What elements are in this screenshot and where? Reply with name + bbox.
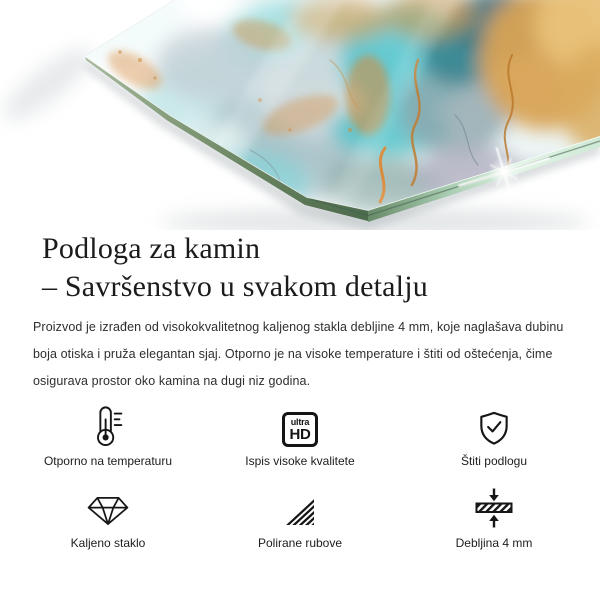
feature-polished-edges xyxy=(205,489,395,550)
description-line: boja otiska i pruža elegantan sjaj. Otporno je na visoke temperature i štiti od oštećenja, čime xyxy=(33,347,553,361)
product-photo xyxy=(0,0,600,230)
feature-label: Ispis visoke kvalitete xyxy=(245,454,355,468)
description-line: Proizvod je izrađen od visokokvalitetnog kaljenog stakla debljine 4 mm, koje naglašava dubinu xyxy=(33,320,564,334)
page-title xyxy=(42,230,428,306)
feature-thickness xyxy=(399,489,589,550)
feature-ultra-hd-print xyxy=(205,403,395,468)
product-description xyxy=(33,314,593,395)
feature-tempered-glass xyxy=(13,489,203,550)
thermometer-icon xyxy=(91,405,125,447)
title-line-2: – Savršenstvo u svakom detalju xyxy=(42,270,428,303)
ultra-hd-icon-top-text: ultra xyxy=(290,416,310,427)
polished-edges-icon xyxy=(283,496,317,528)
thickness-icon xyxy=(474,487,514,529)
feature-label: Otporno na temperaturu xyxy=(43,454,173,468)
description-line: osigurava prostor oko kamina na dugi niz godina. xyxy=(33,374,311,388)
feature-label: Kaljeno staklo xyxy=(70,536,146,550)
ultra-hd-icon xyxy=(282,412,318,447)
glass-panel-image xyxy=(0,0,600,230)
diamond-icon xyxy=(85,495,131,527)
feature-label: Debljina 4 mm xyxy=(455,536,533,550)
title-line-1: Podloga za kamin xyxy=(42,232,261,265)
feature-label: Polirane rubove xyxy=(257,536,343,550)
feature-label: Štiti podlogu xyxy=(460,454,528,468)
feature-heat-resistant xyxy=(13,403,203,468)
feature-protects-surface xyxy=(399,403,589,468)
ultra-hd-icon-bottom-text: HD xyxy=(289,425,311,443)
shield-check-icon xyxy=(476,410,512,447)
